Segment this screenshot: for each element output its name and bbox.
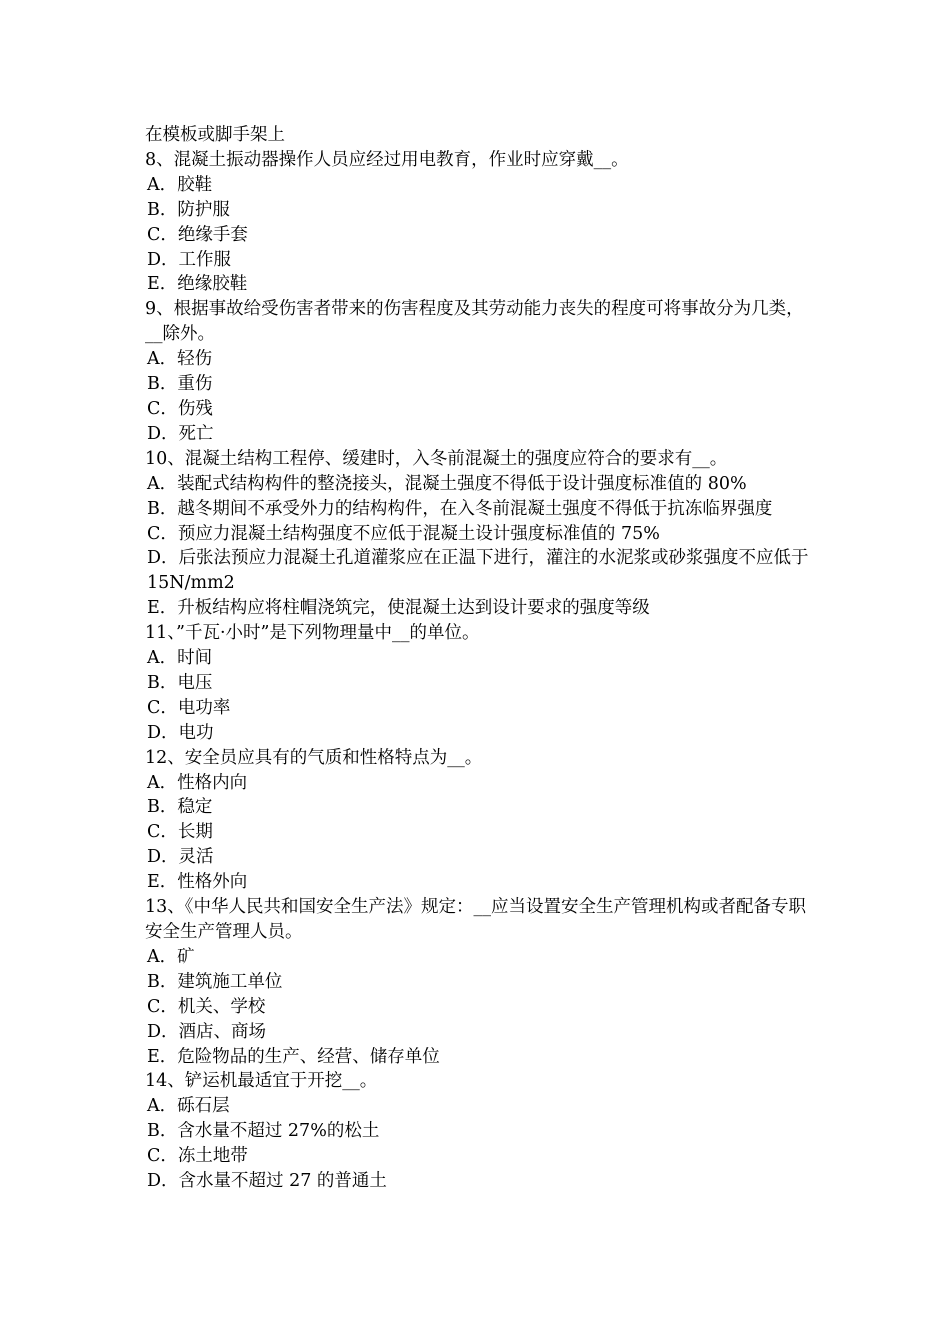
option-d: D．电功 [147, 722, 214, 743]
option-c: C．冻土地带 [147, 1146, 248, 1167]
question-stem: 9、根据事故给受伤害者带来的伤害程度及其劳动能力丧失的程度可将事故分为几类，__除外。 [145, 299, 804, 345]
option-d: D．工作服 [147, 249, 232, 270]
question-stem: 10、混凝土结构工程停、缓建时，入冬前混凝土的强度应符合的要求有__。 [145, 448, 728, 469]
option-b: B．电压 [147, 672, 213, 693]
option-c: C．长期 [147, 822, 213, 843]
option-d: D．含水量不超过 27 的普通土 [147, 1171, 387, 1192]
question-stem: 13、《中华人民共和国安全生产法》规定：__应当设置安全生产管理机构或者配备专职安全生产管理人员。 [145, 897, 807, 942]
question-13 [145, 895, 815, 1069]
question-stem: 14、铲运机最适宜于开挖__。 [145, 1071, 378, 1092]
intro-line: 在模板或脚手架上 [145, 125, 285, 145]
option-a: A．砾石层 [147, 1096, 230, 1117]
option-d: D．后张法预应力混凝土孔道灌浆应在正温下进行，灌注的水泥浆或砂浆强度不应低于 15N/mm2 [147, 548, 809, 594]
option-b: B．重伤 [147, 374, 213, 395]
question-9 [145, 297, 815, 446]
option-e: E．绝缘胶鞋 [147, 274, 248, 295]
question-8 [145, 148, 815, 297]
option-a: A．矿 [147, 946, 195, 967]
option-c: C．预应力混凝土结构强度不应低于混凝土设计强度标准值的 75% [147, 523, 660, 544]
option-a: A．轻伤 [147, 349, 213, 370]
question-stem: 8、混凝土振动器操作人员应经过用电教育，作业时应穿戴__。 [145, 149, 629, 170]
option-e: E．危险物品的生产、经营、储存单位 [147, 1046, 440, 1067]
option-d: D．灵活 [147, 847, 214, 868]
option-b: B．防护服 [147, 199, 230, 220]
option-a: A．时间 [147, 648, 213, 669]
question-stem: 12、安全员应具有的气质和性格特点为__。 [145, 747, 483, 768]
question-11 [145, 621, 815, 746]
question-12 [145, 746, 815, 895]
option-a: A．性格内向 [147, 772, 248, 793]
document-page [145, 123, 815, 1194]
option-a: A．装配式结构构件的整浇接头，混凝土强度不得低于设计强度标准值的 80% [147, 473, 747, 494]
option-c: C．电功率 [147, 697, 231, 718]
option-b: B．越冬期间不承受外力的结构构件，在入冬前混凝土强度不得低于抗冻临界强度 [147, 498, 773, 519]
question-14 [145, 1069, 815, 1194]
option-a: A．胶鞋 [147, 174, 213, 195]
option-b: B．含水量不超过 27%的松土 [147, 1121, 380, 1142]
option-d: D．死亡 [147, 423, 214, 444]
option-b: B．建筑施工单位 [147, 971, 283, 992]
question-10 [145, 447, 815, 621]
option-e: E．升板结构应将柱帽浇筑完，使混凝土达到设计要求的强度等级 [147, 598, 650, 619]
option-c: C．伤残 [147, 398, 213, 419]
question-stem: 11、”千瓦·小时”是下列物理量中__的单位。 [145, 623, 480, 644]
option-e: E．性格外向 [147, 872, 248, 893]
option-c: C．机关、学校 [147, 996, 266, 1017]
option-d: D．酒店、商场 [147, 1021, 267, 1042]
option-b: B．稳定 [147, 797, 213, 818]
option-c: C．绝缘手套 [147, 224, 248, 245]
